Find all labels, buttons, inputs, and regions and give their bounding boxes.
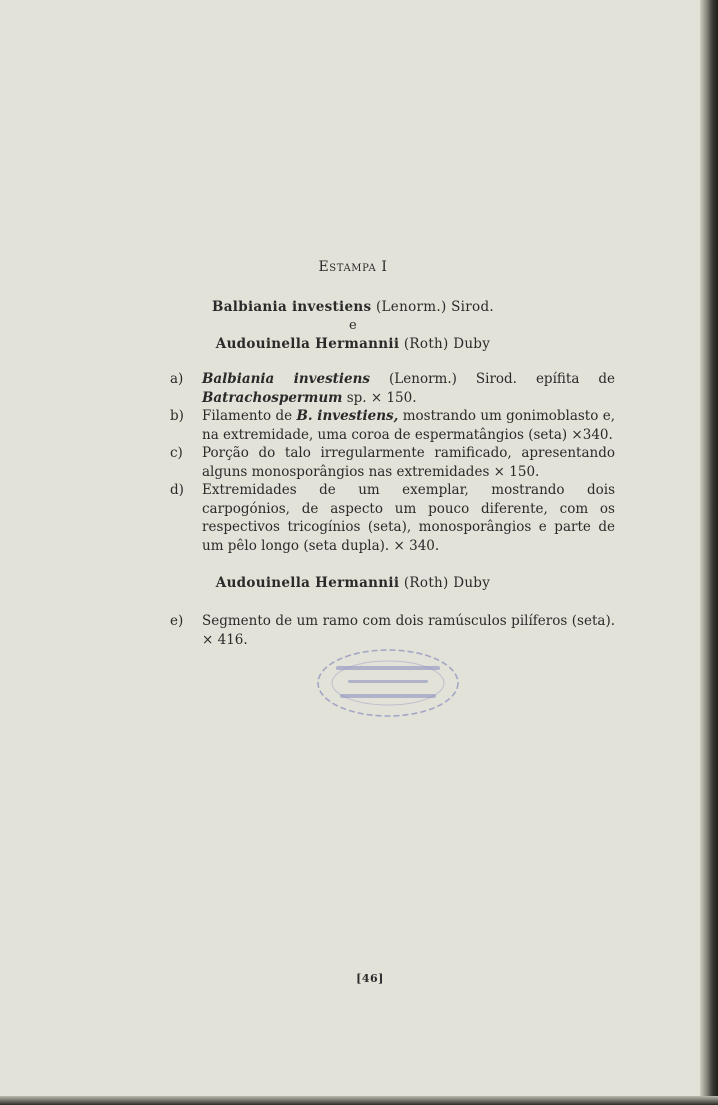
item-segment: sp. × 150. bbox=[342, 389, 417, 406]
page-number: [46] bbox=[356, 972, 384, 985]
item-letter: a) bbox=[170, 371, 184, 387]
plate-title: Estampa I bbox=[318, 259, 388, 275]
item-body bbox=[202, 481, 615, 555]
item-letter: b) bbox=[170, 408, 184, 424]
species-heading-2 bbox=[0, 336, 706, 352]
item-segment: Balbiania investiens bbox=[202, 371, 371, 387]
item-letter: c) bbox=[170, 445, 183, 461]
item-body: Segmento de um ramo com dois ramúsculos pilíferos (seta). × 416. bbox=[202, 613, 615, 648]
item-segment: (Lenorm.) Sirod. epífita de bbox=[370, 371, 615, 387]
item-letter: d) bbox=[170, 482, 184, 498]
species-heading-3 bbox=[0, 575, 706, 591]
species-name-1: Balbiania investiens bbox=[212, 299, 372, 315]
species-author-3: (Roth) Duby bbox=[399, 575, 491, 591]
page-edge-bottom bbox=[0, 1096, 718, 1105]
species-author-1: (Lenorm.) Sirod. bbox=[371, 299, 494, 315]
item-segment: mostrando um gonimoblasto e, na extremidade, uma coroa de espermatângios (seta) ×340. bbox=[202, 408, 615, 443]
item-letter: e) bbox=[170, 613, 184, 629]
species-author-2: (Roth) Duby bbox=[399, 336, 491, 352]
item-body bbox=[202, 407, 615, 444]
item-segment: Extremidades de um exemplar, mostrando dois carpogónios, de aspecto um pouco diferente, com os respectivos tricogínios (seta), monosporângios e parte de um pêlo longo (seta dupla). × 340. bbox=[202, 482, 615, 554]
item-body bbox=[202, 370, 615, 407]
item-body bbox=[202, 444, 615, 481]
page-edge-right bbox=[700, 0, 718, 1105]
species-name-3: Audouinella Hermannii bbox=[215, 575, 400, 591]
library-stamp-icon bbox=[314, 646, 462, 720]
item-segment: Filamento de bbox=[202, 408, 297, 424]
item-segment: Porção do talo irregularmente ramificado, apresentando alguns monosporângios nas extremidades × 150. bbox=[202, 445, 615, 480]
item-segment: Batrachospermum bbox=[202, 389, 343, 406]
species-name-2: Audouinella Hermannii bbox=[215, 336, 400, 352]
species-heading-1 bbox=[0, 299, 706, 315]
item-segment: B. investiens, bbox=[296, 408, 399, 424]
species-conjunction: e bbox=[349, 318, 357, 333]
